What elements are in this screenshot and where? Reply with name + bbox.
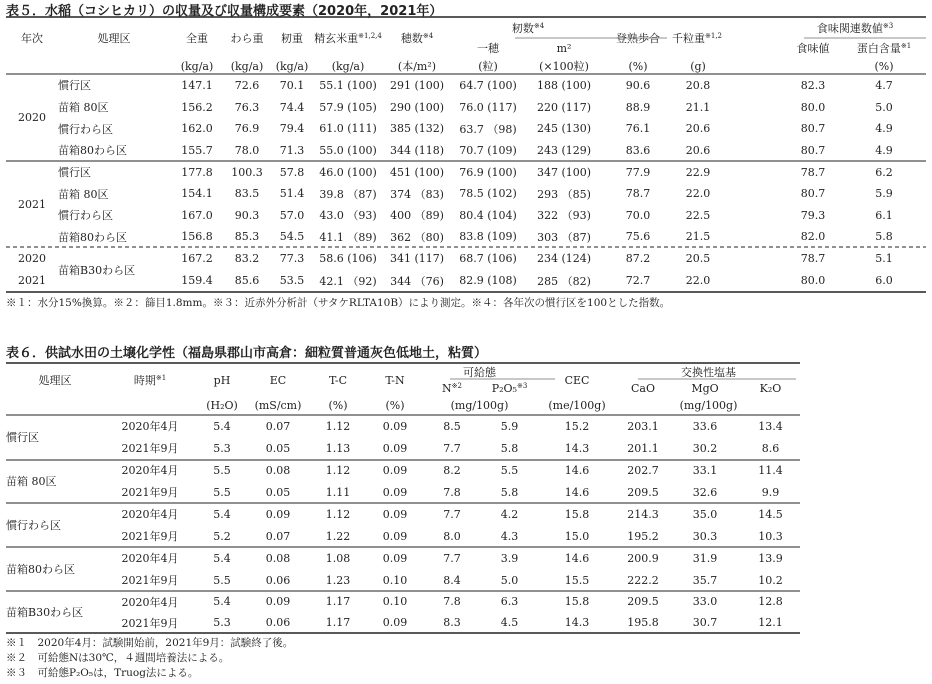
t5-cell: 72.7 — [625, 274, 651, 287]
table6-title: 表６．供試水田の土壌化学性（福島県郡山市高倉：細粒質普通灰色低地土，粘質） — [6, 346, 488, 361]
t6-unit: (mS/cm) — [254, 399, 302, 412]
t5-cell: 苗箱80わら区 — [58, 230, 127, 244]
t5-header-paddy-weight: 籾重 — [281, 31, 303, 45]
t5-cell: 290 (100) — [389, 100, 445, 114]
t5-header-taste-group: 食味関連数値$^{※3}$ — [816, 21, 894, 35]
t5-cell: 78.7 — [625, 187, 651, 200]
t6-cell: 12.8 — [758, 595, 783, 608]
t6-treatment: 慣行区 — [6, 431, 39, 444]
t6-cell: 1.11 — [325, 485, 351, 499]
t5-unit: (kg/a) — [331, 59, 365, 73]
t5-unit: (kg/a) — [180, 59, 214, 73]
t5-cell: 55.1 (100) — [319, 78, 377, 92]
t5-cell: 400 （89) — [390, 209, 444, 222]
t5-cell: 43.0 （93) — [319, 209, 377, 222]
t5-cell: 6.0 — [875, 274, 893, 287]
t5-cell: 83.8 (109) — [459, 230, 517, 243]
t5-cell: 22.9 — [685, 165, 711, 179]
t5-cell: 20.5 — [685, 251, 711, 265]
t5-cell: 5.9 — [875, 187, 893, 200]
t5-cell: 80.7 — [800, 187, 826, 200]
t6-cell: 30.2 — [692, 441, 718, 455]
t5-cell: 20.6 — [685, 143, 711, 157]
t6-cell: 201.1 — [627, 441, 659, 455]
t5-cell: 85.3 — [234, 230, 260, 243]
t6-cell: 2020年4月 — [121, 420, 179, 433]
t6-cell: 0.09 — [382, 529, 408, 543]
t6-cell: 35.0 — [692, 507, 718, 521]
t5-cell: 79.3 — [800, 208, 826, 222]
t5-header-per-m2: m² — [556, 41, 572, 55]
t5-cell: 83.2 — [234, 251, 260, 265]
t5-cell: 385 (132) — [389, 122, 445, 135]
t5-cell: 78.0 — [234, 143, 260, 157]
t6-cell: 10.3 — [758, 529, 783, 543]
t6-header-period: 時期$^{※1}$ — [133, 374, 167, 387]
t6-cell: 0.06 — [265, 573, 291, 587]
t6-treatment: 苗箱 80区 — [6, 475, 57, 488]
t6-header-p2o5: P₂O₅$^{※3}$ — [491, 381, 528, 395]
t5-unit: (kg/a) — [275, 59, 309, 73]
t6-cell: 5.0 — [500, 573, 519, 587]
t5-cell: 61.0 (111) — [319, 122, 377, 135]
t5-cell: 77.9 — [625, 165, 651, 179]
table6 — [6, 364, 800, 633]
t5-cell: 21.5 — [685, 230, 711, 243]
t5-unit: (粒) — [478, 60, 498, 73]
t5-cell: 82.0 — [800, 230, 826, 243]
t6-cell: 15.0 — [564, 529, 590, 543]
t6-cell: 7.7 — [443, 507, 461, 521]
t5-cell: 159.4 — [181, 274, 213, 287]
t6-cell: 14.6 — [564, 485, 590, 499]
t6-cell: 1.17 — [325, 616, 351, 629]
t6-cell: 2020年4月 — [121, 595, 179, 609]
t5-cell: 慣行わら区 — [58, 122, 113, 136]
t6-cell: 200.9 — [627, 551, 659, 565]
t5-cell: 245 (130) — [536, 122, 592, 135]
t6-cell: 203.1 — [627, 419, 659, 433]
t6-cell: 5.4 — [213, 507, 231, 521]
t5-cell: 53.5 — [279, 274, 305, 287]
t5-cell: 78.7 — [800, 165, 826, 179]
t6-header-n: $N^{※2}$ — [442, 381, 462, 395]
t5-cell: 55.0 (100) — [319, 143, 377, 157]
t6-header-available: 可給態 — [463, 366, 496, 379]
t5-b30-treatment: 苗箱B30わら区 — [58, 263, 136, 277]
t5-cell: 21.1 — [685, 100, 711, 114]
t6-cell: 8.5 — [443, 419, 461, 433]
t5-cell: 374 （83) — [390, 187, 444, 201]
t5-cell: 90.6 — [625, 78, 651, 92]
t6-cell: 0.08 — [265, 551, 291, 565]
t6-cell: 5.4 — [213, 419, 231, 433]
t5-header-protein: 蛋白含量$^{※1}$ — [856, 42, 912, 55]
t6-cell: 5.9 — [500, 419, 519, 433]
t6-header-ec: EC — [269, 373, 287, 387]
t6-cell: 8.6 — [761, 441, 780, 455]
t6-cell: 5.4 — [213, 551, 231, 565]
t5-cell: 68.7 (106) — [459, 251, 517, 265]
t5-cell: 344 （76) — [390, 274, 444, 288]
t6-cell: 1.12 — [325, 507, 351, 521]
t6-cell: 0.05 — [265, 485, 291, 499]
t5-cell: 22.0 — [685, 274, 711, 287]
t6-cell: 4.3 — [500, 529, 519, 543]
t5-cell: 344 (118) — [389, 143, 445, 157]
t6-cell: 0.07 — [265, 529, 291, 543]
t6-cell: 15.8 — [564, 507, 590, 521]
t6-unit: (me/100g) — [548, 399, 606, 412]
t6-cell: 5.3 — [213, 616, 231, 629]
t5-year-label: 2020 — [18, 111, 46, 124]
t6-cell: 1.12 — [325, 463, 351, 477]
t6-cell: 1.13 — [325, 441, 351, 455]
t5-cell: 80.7 — [800, 122, 826, 135]
t6-cell: 15.2 — [564, 419, 590, 433]
t5-header-total-weight: 全重 — [186, 31, 208, 45]
t6-cell: 5.5 — [213, 485, 231, 499]
t5-cell: 22.0 — [685, 187, 711, 200]
t6-cell: 5.2 — [213, 529, 231, 543]
t5-cell: 39.8 （87) — [319, 187, 377, 201]
t5-cell: 57.8 — [279, 165, 305, 179]
t5-cell: 88.9 — [625, 100, 651, 114]
t5-cell: 54.5 — [279, 230, 305, 243]
t6-cell: 0.09 — [382, 419, 408, 433]
t6-cell: 6.3 — [500, 595, 519, 608]
t6-cell: 2021年9月 — [121, 530, 179, 543]
t5-cell: 285 （82) — [537, 274, 591, 288]
t5-unit: (g) — [690, 59, 706, 73]
t5-cell: 76.9 (100) — [459, 165, 517, 179]
t6-header-cao: CaO — [631, 381, 655, 395]
t5-cell: 154.1 — [181, 187, 213, 200]
t5-header-year: 年次 — [21, 31, 43, 45]
t6-cell: 1.23 — [325, 573, 351, 587]
t6-cell: 2021年9月 — [121, 574, 179, 587]
t6-treatment: 慣行わら区 — [6, 519, 61, 532]
t5-cell: 75.6 — [625, 230, 651, 243]
t6-cell: 2020年4月 — [121, 464, 179, 477]
t5-header-ripening: 登熟歩合 — [616, 31, 661, 45]
t6-cell: 11.4 — [758, 463, 783, 477]
t5-cell: 74.4 — [279, 100, 305, 114]
t6-unit: (H₂O) — [206, 399, 238, 412]
t6-cell: 2021年9月 — [121, 616, 179, 630]
t6-cell: 14.6 — [564, 551, 590, 565]
t5-group-b30 — [6, 247, 926, 292]
t5-cell: 80.0 — [800, 274, 826, 287]
t5-cell: 5.8 — [875, 230, 893, 243]
t5-year-label: 2021 — [18, 274, 46, 287]
t5-cell: 82.9 (108) — [459, 274, 517, 287]
t5-cell: 78.5 (102) — [459, 187, 517, 200]
t6-cell: 10.2 — [758, 573, 783, 587]
t5-cell: 177.8 — [181, 165, 213, 179]
t6-cell: 14.3 — [564, 441, 590, 455]
t5-cell: 72.6 — [234, 78, 260, 92]
t5-cell: 苗箱 80区 — [58, 187, 109, 201]
t5-header-grain-count: 籾数$^{※4}$ — [511, 21, 545, 35]
t5-cell: 4.7 — [875, 78, 893, 92]
t6-cell: 2021年9月 — [121, 442, 179, 455]
t6-cell: 14.3 — [564, 616, 590, 629]
t6-cell: 30.7 — [692, 616, 718, 629]
t6-cell: 5.5 — [213, 463, 231, 477]
t6-unit: (mg/100g) — [679, 399, 738, 412]
t6-cell: 5.8 — [500, 441, 519, 455]
t6-header-cec: CEC — [564, 373, 590, 387]
t5-cell: 20.8 — [685, 78, 711, 92]
t6-cell: 3.9 — [500, 551, 519, 565]
t6-cell: 33.0 — [692, 595, 718, 608]
t5-year-label: 2020 — [18, 251, 46, 265]
t5-cell: 162.0 — [181, 122, 213, 135]
t5-cell: 188 (100) — [536, 78, 592, 92]
table5-title: 表５．水稲（コシヒカリ）の収量及び収量構成要素（2020年，2021年） — [6, 4, 443, 19]
t6-cell: 0.05 — [265, 441, 291, 455]
t6-cell: 14.6 — [564, 463, 590, 477]
t6-header-exchangeable: 交換性塩基 — [681, 366, 736, 379]
t5-cell: 76.3 — [234, 100, 260, 114]
t6-cell: 4.5 — [500, 616, 519, 629]
t6-unit: (%) — [385, 399, 405, 412]
t5-cell: 243 (129) — [536, 143, 592, 157]
t5-cell: 51.4 — [279, 187, 305, 200]
t5-cell: 6.1 — [875, 208, 893, 222]
table5 — [6, 17, 926, 292]
t5-group-2020 — [6, 74, 926, 161]
t6-cell: 5.4 — [213, 595, 231, 608]
t5-cell: 57.0 — [279, 208, 305, 222]
t5-header-treatment: 処理区 — [97, 31, 131, 45]
t5-cell: 78.7 — [800, 251, 826, 265]
t6-cell: 195.2 — [627, 529, 659, 543]
t6-cell: 13.4 — [758, 419, 783, 433]
t6-cell: 4.2 — [500, 507, 519, 521]
t5-cell: 80.7 — [800, 143, 826, 157]
t6-cell: 1.12 — [325, 419, 351, 433]
t5-cell: 147.1 — [181, 78, 213, 92]
t5-cell: 234 (124) — [536, 251, 592, 265]
t6-cell: 15.8 — [564, 595, 590, 608]
t5-header-panicles: 穂数$^{※4}$ — [400, 31, 434, 45]
t6-cell: 1.08 — [325, 551, 351, 565]
t5-cell: 293 （85) — [537, 187, 591, 201]
t6-cell: 5.3 — [213, 441, 231, 455]
t5-cell: 80.0 — [800, 100, 826, 114]
t6-header-treatment: 処理区 — [38, 374, 72, 387]
t5-cell: 5.1 — [875, 251, 893, 265]
t6-cell: 8.4 — [443, 573, 461, 587]
t6-cell: 35.7 — [692, 573, 718, 587]
t6-cell: 209.5 — [627, 595, 659, 608]
t5-cell: 82.3 — [800, 78, 826, 92]
t6-cell: 214.3 — [627, 507, 659, 521]
t5-cell: 70.1 — [279, 78, 305, 92]
t6-cell: 0.09 — [382, 616, 408, 629]
t5-cell: 90.3 — [234, 208, 260, 222]
t6-treatment: 苗箱80わら区 — [6, 563, 75, 576]
t6-cell: 2021年9月 — [121, 486, 179, 499]
t6-cell: 0.09 — [382, 507, 408, 521]
t6-header-k2o: K₂O — [759, 381, 782, 395]
t5-unit: (%) — [874, 59, 894, 73]
t5-cell: 83.6 — [625, 143, 651, 157]
t5-unit: (×100粒) — [539, 60, 589, 73]
t5-cell: 76.1 — [625, 122, 651, 135]
t5-cell: 46.0 (100) — [319, 165, 377, 179]
t6-cell: 2020年4月 — [121, 552, 179, 565]
t5-cell: 100.3 — [231, 165, 263, 179]
t6-cell: 0.10 — [382, 573, 408, 587]
t6-header-mgo: MgO — [691, 381, 719, 395]
t5-cell: 79.4 — [279, 122, 305, 135]
t5-cell: 58.6 (106) — [319, 251, 377, 265]
t6-cell: 0.08 — [265, 463, 291, 477]
t6-cell: 195.8 — [627, 616, 659, 629]
t5-cell: 156.8 — [181, 230, 213, 243]
t6-header-ph: pH — [213, 373, 231, 387]
t5-cell: 42.1 （92) — [319, 274, 377, 288]
t6-cell: 0.09 — [382, 441, 408, 455]
table6-footnote-3: ※３ 可給態P₂O₅は，Truog法による。 — [6, 667, 199, 679]
t6-cell: 31.9 — [692, 551, 718, 565]
t6-cell: 0.09 — [382, 551, 408, 565]
t5-cell: 341 (117) — [389, 251, 445, 265]
t5-cell: 167.0 — [181, 208, 213, 222]
t6-cell: 7.7 — [443, 551, 461, 565]
t6-cell: 7.7 — [443, 441, 461, 455]
t5-cell: 451 (100) — [389, 165, 445, 179]
t5-cell: 57.9 (105) — [319, 100, 377, 114]
t6-header-tc: T-C — [328, 373, 348, 387]
t6-cell: 5.5 — [213, 573, 231, 587]
table6-footnote-1: ※１ 2020年4月：試験開始前，2021年9月：試験終了後。 — [6, 637, 294, 649]
t5-cell: 慣行区 — [58, 166, 91, 179]
t6-cell: 222.2 — [627, 573, 659, 587]
t6-cell: 33.6 — [692, 419, 718, 433]
t5-cell: 70.7 (109) — [459, 143, 517, 157]
t6-cell: 209.5 — [627, 485, 659, 499]
t6-cell: 2020年4月 — [121, 508, 179, 521]
table6-footnote-2: ※２ 可給態Nは30℃，４週間培養法による。 — [6, 652, 230, 664]
t5-cell: 220 (117) — [536, 100, 592, 114]
t6-cell: 15.5 — [564, 573, 590, 587]
t5-cell: 22.5 — [685, 208, 711, 222]
t6-cell: 0.09 — [265, 595, 291, 608]
t5-cell: 63.7 （98) — [459, 122, 517, 136]
t6-cell: 33.1 — [692, 463, 718, 477]
t6-cell: 0.09 — [265, 507, 291, 521]
t6-cell: 7.8 — [443, 595, 461, 608]
t5-cell: 80.4 (104) — [459, 208, 517, 222]
t5-cell: 322 （93) — [537, 209, 591, 222]
t5-unit: (%) — [628, 59, 648, 73]
t5-cell: 156.2 — [181, 100, 213, 114]
t6-unit: (mg/100g) — [450, 399, 509, 412]
t5-cell: 6.2 — [875, 165, 893, 179]
t5-cell: 41.1 （89) — [319, 230, 377, 244]
t5-cell: 苗箱 80区 — [58, 101, 109, 114]
t5-cell: 64.7 (100) — [459, 78, 517, 92]
t6-cell: 32.6 — [692, 485, 718, 499]
t6-cell: 1.22 — [325, 529, 351, 543]
t5-cell: 77.3 — [279, 251, 305, 265]
t5-cell: 167.2 — [181, 251, 213, 265]
t5-year-label: 2021 — [18, 197, 46, 211]
t6-cell: 13.9 — [758, 551, 783, 565]
t5-header-straw-weight: わら重 — [230, 31, 264, 45]
t6-cell: 1.17 — [325, 595, 351, 608]
t5-header-thousand-grain: 千粒重$^{※1,2}$ — [672, 31, 723, 45]
t5-cell: 85.6 — [234, 274, 260, 287]
t6-cell: 7.8 — [443, 485, 461, 499]
t6-cell: 9.9 — [761, 485, 780, 499]
t5-cell: 87.2 — [625, 251, 651, 265]
t6-header-tn: T-N — [385, 373, 405, 387]
t6-cell: 0.09 — [382, 485, 408, 499]
t5-cell: 155.7 — [181, 143, 213, 157]
t5-cell: 76.9 — [234, 122, 260, 135]
t6-cell: 8.3 — [443, 616, 461, 629]
t6-cell: 30.3 — [692, 529, 718, 543]
table5-footnote: ※１：水分15%換算。※２：篩目1.8mm。※３：近赤外分析計（サタケRLTA10B）により測定。※４：各年次の慣行区を100とした指数。 — [6, 297, 671, 309]
t6-cell: 0.06 — [265, 616, 291, 629]
t6-cell: 0.07 — [265, 419, 291, 433]
t5-cell: 慣行区 — [58, 79, 91, 92]
t5-header-per-panicle: 一穂 — [477, 42, 499, 55]
t6-cell: 12.1 — [758, 616, 783, 629]
t5-cell: 76.0 (117) — [459, 100, 517, 114]
t5-cell: 4.9 — [875, 143, 893, 157]
t5-cell: 71.3 — [279, 143, 305, 157]
t5-cell: 347 (100) — [536, 165, 592, 179]
t6-unit: (%) — [328, 399, 348, 412]
t5-cell: 303 （87) — [537, 230, 591, 244]
t5-cell: 291 (100) — [389, 78, 445, 92]
t6-cell: 8.2 — [443, 463, 461, 477]
t6-cell: 0.10 — [382, 595, 408, 608]
t5-group-2021 — [6, 161, 926, 247]
t5-header-brown-rice: 精玄米重$^{※1,2,4}$ — [314, 31, 382, 45]
t5-unit: (本/m²) — [397, 60, 437, 73]
t5-cell: 83.5 — [234, 187, 260, 200]
t5-unit: (kg/a) — [230, 59, 264, 73]
t5-cell: 20.6 — [685, 122, 711, 135]
t6-cell: 5.8 — [500, 485, 519, 499]
t5-header-taste-value: 食味値 — [796, 42, 830, 55]
t6-cell: 0.09 — [382, 463, 408, 477]
t5-cell: 慣行わら区 — [58, 209, 113, 222]
t6-cell: 8.0 — [443, 529, 461, 543]
t6-treatment: 苗箱B30わら区 — [6, 606, 84, 619]
t6-cell: 202.7 — [627, 463, 659, 477]
t5-cell: 362 （80) — [390, 230, 444, 244]
t5-cell: 4.9 — [875, 122, 893, 135]
t5-cell: 70.0 — [625, 208, 651, 222]
t5-cell: 苗箱80わら区 — [58, 144, 127, 157]
t6-cell: 14.5 — [758, 507, 783, 521]
t5-cell: 5.0 — [875, 100, 893, 114]
t6-cell: 5.5 — [500, 463, 519, 477]
